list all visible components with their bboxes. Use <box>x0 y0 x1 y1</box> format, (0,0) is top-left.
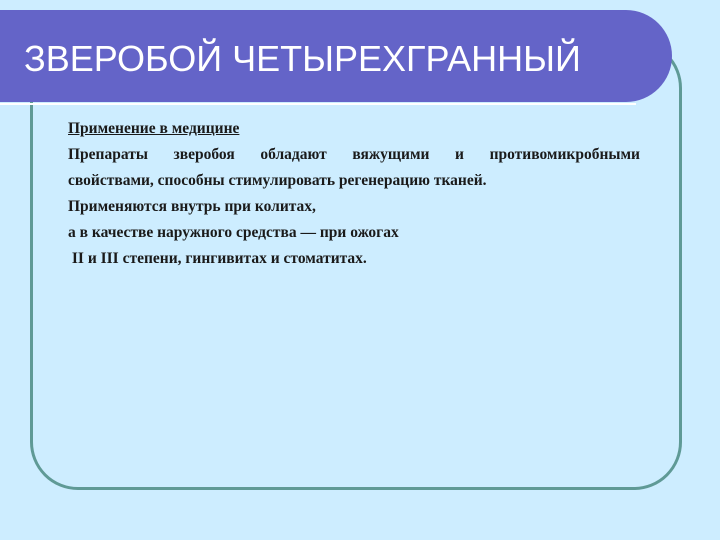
body-line-2: свойствами, способны стимулировать регенерацию тканей. <box>68 172 487 189</box>
body-heading: Применение в медицине <box>68 120 240 137</box>
body-line-1: Препараты зверобоя обладают вяжущими и противомикробными <box>68 146 640 163</box>
body-line-3: Применяются внутрь при колитах, <box>68 198 316 215</box>
title-underline <box>0 103 636 105</box>
slide-title: ЗВЕРОБОЙ ЧЕТЫРЕХГРАННЫЙ <box>24 38 581 79</box>
body-line-4: а в качестве наружного средства — при ожогах <box>68 224 399 241</box>
body-line-5: II и III степени, гингивитах и стоматитах. <box>68 250 367 267</box>
title-bar <box>0 10 672 102</box>
body-text <box>68 120 640 276</box>
